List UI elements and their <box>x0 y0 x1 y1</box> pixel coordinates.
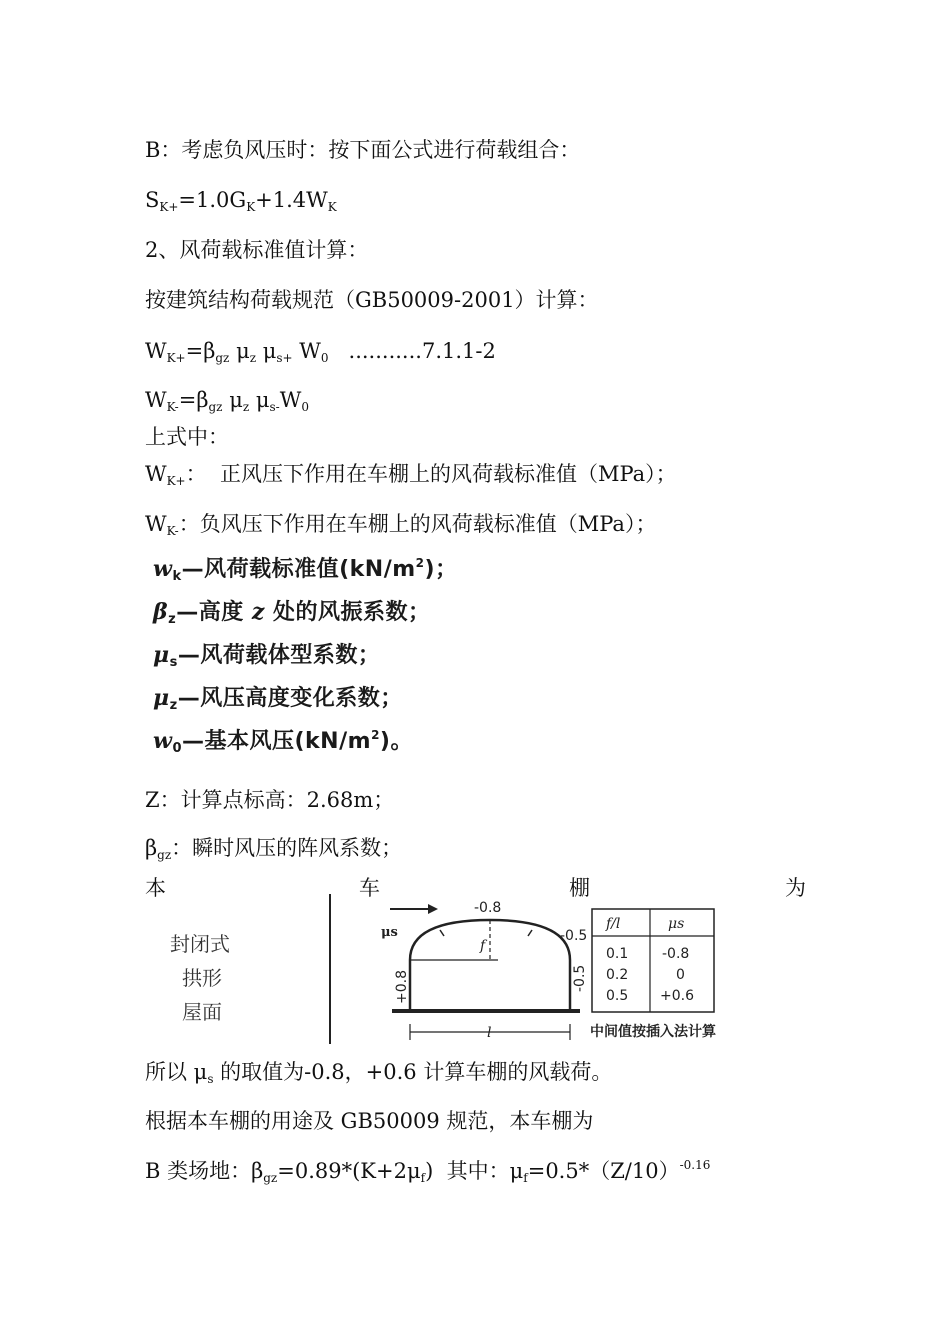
where-label: 上式中： <box>145 425 229 449</box>
table-header-mus: μs <box>668 916 685 932</box>
table-cell: 0 <box>676 967 685 983</box>
definition-wk: $w_k—$风荷载标准值$(kN/m^2)$； <box>153 556 458 584</box>
wind-arrow-head <box>428 904 438 914</box>
top-coefficient: -0.8 <box>474 900 502 916</box>
word-4: 为 <box>785 876 806 900</box>
mu-s-label: μs <box>381 925 398 940</box>
definition-w0: $w_0—$基本风压$(kN/m^2)$。 <box>153 728 413 756</box>
diagram-svg <box>160 892 760 1052</box>
definition-mu-s: $\mu_s—$风荷载体型系数； <box>153 642 381 670</box>
site-category-intro: 根据本车棚的用途及 GB50009 规范，本车棚为 <box>145 1109 594 1133</box>
arch-roof <box>410 920 570 960</box>
table-cell: 0.2 <box>606 967 629 983</box>
gust-factor-formula: B 类场地：$\beta_{gz}=0.89*(K+2\mu_f)$ 其中：$\mu_f=0.5*(Z/10)^{-0.16}$ <box>145 1158 711 1185</box>
load-combination-formula: $S_{K+}=1.0G_K+1.4W_K$ <box>145 188 337 214</box>
negative-wind-formula: $W_{K-}=\beta_{gz}$ $\mu_z$ $\mu_{s-}W_0$ <box>145 388 309 414</box>
arch-roof-diagram <box>160 892 760 1052</box>
definition-mu-z: $\mu_z—$风压高度变化系数； <box>153 685 403 713</box>
negative-wind-definition: $W_{K-}$：负风压下作用在车棚上的风荷载标准值（MPa）； <box>145 512 657 538</box>
right-coefficient: -0.5 <box>560 928 588 944</box>
definition-beta-z: $\beta_z—$高度 z 处的风振系数； <box>153 599 431 627</box>
word-1: 本 <box>145 876 166 900</box>
elevation-line: Z：计算点标高：2.68m； <box>145 788 395 812</box>
l-label: l <box>487 1025 492 1041</box>
combination-note: B：考虑负风压时：按下面公式进行荷载组合： <box>145 138 581 162</box>
diagram-label-2: 拱形 <box>182 966 222 990</box>
f-label: f <box>480 938 486 954</box>
table-cell: 0.5 <box>606 988 629 1004</box>
word-3: 棚 <box>569 876 590 900</box>
code-reference: 按建筑结构荷载规范（GB50009-2001）计算： <box>145 288 599 312</box>
gust-factor-line: $\beta_{gz}$：瞬时风压的阵风系数； <box>145 836 403 862</box>
right-wall-coefficient: -0.5 <box>572 964 588 992</box>
positive-wind-definition: $W_{K+}$： 正风压下作用在车棚上的风荷载标准值（MPa）； <box>145 462 677 488</box>
diagram-label-3: 屋面 <box>182 1000 222 1024</box>
table-cell: -0.8 <box>662 946 690 962</box>
table-cell: 0.1 <box>606 946 629 962</box>
positive-wind-formula: $W_{K+}=\beta_{gz}$ $\mu_z$ $\mu_{s+}$ $W_0$ ...........7.1.1-2 <box>145 339 496 365</box>
left-wall-coefficient: +0.8 <box>394 970 410 1004</box>
symbol-definitions <box>145 548 473 758</box>
table-header-fl: f/l <box>606 916 621 932</box>
interpolation-note: 中间值按插入法计算 <box>590 1024 716 1040</box>
mu-s-conclusion: 所以 $\mu_s$ 的取值为-0.8，+0.6 计算车棚的风载荷。 <box>145 1060 613 1086</box>
section-heading: 2、风荷载标准值计算： <box>145 238 369 262</box>
table-cell: +0.6 <box>660 988 694 1004</box>
diagram-label-1: 封闭式 <box>170 932 230 956</box>
word-2: 车 <box>359 876 380 900</box>
